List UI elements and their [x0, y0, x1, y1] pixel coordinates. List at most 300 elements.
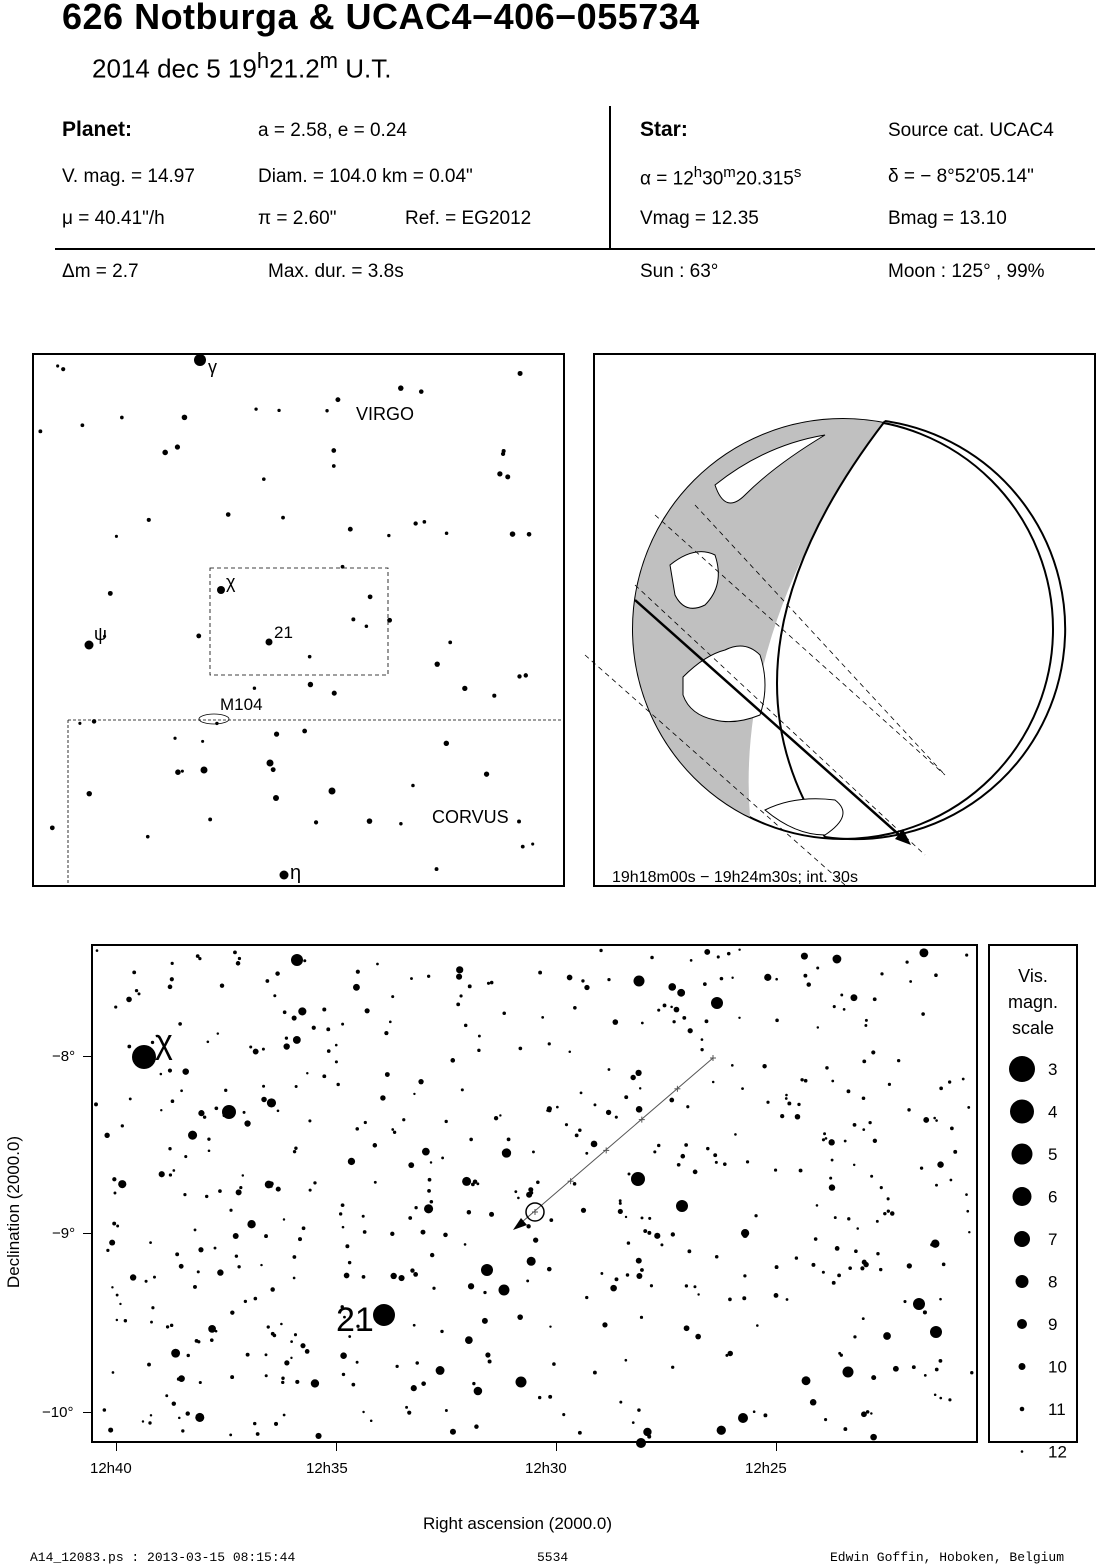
detail-star — [233, 950, 237, 954]
detail-star — [327, 1049, 331, 1053]
detail-star — [690, 959, 693, 962]
detail-star — [477, 1049, 480, 1052]
finder-chart — [32, 353, 565, 887]
star-bmag: Bmag = 13.10 — [888, 208, 1007, 229]
detail-star — [637, 1408, 640, 1411]
detail-star — [935, 1368, 939, 1372]
scale-dots — [1009, 1056, 1035, 1453]
detail-star — [833, 1005, 836, 1008]
detail-star — [215, 1330, 218, 1333]
detail-star — [236, 1189, 242, 1195]
scale-label-mag-6: 6 — [1048, 1187, 1058, 1207]
detail-star — [567, 975, 573, 981]
finder-star — [217, 586, 225, 594]
detail-star — [703, 982, 707, 986]
eta-label: η — [290, 862, 302, 884]
finder-star — [273, 795, 279, 801]
detail-star — [166, 1325, 169, 1328]
scale-label-mag-5: 5 — [1048, 1145, 1058, 1164]
detail-star — [625, 1359, 628, 1362]
detail-star — [924, 1374, 927, 1377]
detail-star — [627, 1241, 630, 1244]
detail-star — [919, 948, 928, 957]
finder-star — [331, 448, 336, 453]
detail-star — [171, 1099, 175, 1103]
detail-star — [235, 1254, 238, 1257]
detail-star — [968, 1231, 970, 1233]
detail-star — [625, 1216, 627, 1218]
detail-star — [844, 1140, 847, 1143]
detail-star — [636, 1106, 643, 1113]
finder-star — [423, 520, 427, 524]
finder-star — [413, 521, 417, 525]
detail-star — [427, 975, 430, 978]
detail-star — [481, 1264, 493, 1276]
y-axis-label: Declination (2000.0) — [4, 1135, 23, 1289]
detail-star — [863, 1262, 868, 1267]
scale-label-mag-12: 12 — [1048, 1442, 1067, 1462]
finder-star — [175, 769, 181, 775]
detail-star — [880, 1186, 883, 1189]
detail-star — [247, 1220, 255, 1228]
ra-h-sup: h — [693, 164, 703, 181]
detail-star — [876, 1220, 879, 1223]
finder-star — [531, 842, 534, 845]
scale-dot-mag-7 — [1014, 1231, 1030, 1247]
detail-star — [291, 954, 303, 966]
detail-star — [478, 1035, 481, 1038]
planet-label: Planet: — [62, 118, 133, 141]
detail-star — [281, 1377, 284, 1380]
detail-star — [762, 1064, 766, 1068]
detail-star — [680, 990, 682, 992]
detail-star — [274, 1422, 278, 1426]
detail-star — [170, 977, 174, 981]
page-title: 626 Notburga & UCAC4−406−055734 — [62, 0, 700, 37]
detail-star — [148, 1421, 151, 1424]
detail-star — [488, 1360, 492, 1364]
xtick-mark-3 — [556, 1443, 557, 1451]
detail-star — [179, 1264, 184, 1269]
detail-star — [294, 1147, 297, 1150]
detail-star — [489, 1212, 494, 1217]
star-label: Star: — [640, 118, 688, 141]
detail-star — [456, 974, 462, 980]
detail-star — [137, 992, 140, 995]
detail-star — [950, 1126, 954, 1130]
detail-star — [864, 1024, 867, 1027]
m104-label: M104 — [220, 695, 263, 714]
detail-star — [322, 1007, 326, 1011]
detail-star — [643, 1428, 651, 1436]
detail-star — [853, 1123, 857, 1127]
detail-star — [502, 1148, 511, 1157]
detail-star — [285, 1037, 288, 1040]
detail-star — [965, 954, 968, 957]
detail-star — [530, 1191, 533, 1194]
detail-star — [265, 1353, 268, 1356]
detail-star — [494, 1116, 498, 1120]
footer-number: 5534 — [537, 1550, 569, 1565]
detail-star — [663, 1004, 667, 1008]
detail-star — [214, 1106, 218, 1110]
star-ra — [640, 164, 801, 190]
detail-star — [276, 1187, 281, 1192]
detail-star — [217, 1032, 219, 1034]
detail-star — [302, 1226, 306, 1230]
finder-star — [262, 477, 266, 481]
detail-star — [253, 1049, 259, 1055]
detail-star — [585, 1296, 588, 1299]
ra-s-sup: s — [793, 164, 802, 181]
detail-star — [801, 953, 808, 960]
ut-text: U.T. — [338, 53, 392, 84]
finder-star — [181, 770, 184, 773]
scale-dot-mag-9 — [1017, 1319, 1027, 1329]
detail-star — [935, 1119, 938, 1122]
detail-star — [862, 1128, 865, 1131]
date-text: 2014 dec 5 19 — [92, 53, 257, 84]
detail-star — [344, 1273, 350, 1279]
detail-star — [738, 1017, 740, 1019]
detail-star — [450, 1058, 455, 1063]
detail-star — [150, 1321, 153, 1324]
finder-star — [510, 531, 516, 537]
detail-star — [363, 1230, 367, 1234]
detail-star — [873, 1139, 877, 1143]
finder-star — [505, 474, 510, 479]
detail-star — [127, 1045, 131, 1049]
detail-star — [269, 1184, 272, 1187]
detail-star — [738, 1413, 748, 1423]
finder-star — [484, 772, 489, 777]
scale-label-mag-7: 7 — [1048, 1230, 1058, 1249]
detail-star — [281, 1381, 284, 1384]
detail-star — [345, 1244, 349, 1248]
scale-dot-mag-3 — [1009, 1056, 1035, 1082]
detail-star — [159, 1171, 165, 1177]
detail-star — [843, 1427, 847, 1431]
detail-star — [715, 1255, 719, 1259]
detail-star — [607, 978, 610, 981]
finder-star — [411, 784, 415, 788]
detail-star — [948, 1080, 951, 1083]
detail-star — [742, 1296, 746, 1300]
star-source: Source cat. UCAC4 — [888, 120, 1054, 141]
detail-star — [738, 948, 740, 950]
detail-star — [373, 1143, 378, 1148]
planet-parallax: π = 2.60" — [258, 208, 337, 229]
detail-star — [548, 1042, 551, 1045]
detail-star — [171, 1349, 180, 1358]
m104-galaxy — [199, 714, 229, 724]
detail-star — [109, 1240, 115, 1246]
detail-star — [165, 1394, 168, 1397]
detail-star — [145, 1280, 148, 1283]
star21-chart-label: 21 — [336, 1301, 374, 1339]
detail-star — [376, 963, 379, 966]
detail-star — [965, 1193, 968, 1196]
ytick-mark-3 — [83, 1412, 91, 1413]
detail-star — [835, 1246, 840, 1251]
detail-star — [180, 1089, 183, 1092]
detail-star — [362, 1215, 365, 1218]
detail-star — [430, 1253, 434, 1257]
detail-star — [641, 1022, 644, 1025]
detail-star — [398, 1275, 404, 1281]
detail-star — [129, 1097, 132, 1100]
detail-star — [430, 1161, 432, 1163]
detail-star — [410, 977, 413, 980]
finder-star — [226, 512, 231, 517]
finder-star — [365, 625, 369, 629]
detail-star — [178, 1022, 182, 1026]
detail-star — [549, 1218, 553, 1222]
xtick-mark-4 — [776, 1443, 777, 1451]
detail-star — [829, 1184, 835, 1190]
detail-star — [912, 1365, 916, 1369]
detail-star — [838, 1352, 841, 1355]
detail-star — [552, 1362, 556, 1366]
detail-star — [499, 1114, 501, 1116]
scale-labels — [1048, 1060, 1067, 1462]
detail-star — [650, 956, 654, 960]
detail-star — [183, 1193, 186, 1196]
detail-star — [408, 1216, 412, 1220]
detail-star — [172, 1169, 175, 1172]
detail-star — [575, 1133, 579, 1137]
detail-star — [731, 1064, 734, 1067]
detail-star — [518, 1047, 522, 1051]
detail-star — [229, 1433, 232, 1436]
detail-star — [802, 1376, 811, 1385]
detail-star — [341, 1023, 344, 1026]
detail-star — [306, 1072, 308, 1074]
detail-star — [741, 1087, 744, 1090]
detail-star — [647, 1231, 651, 1235]
finder-star — [351, 617, 355, 621]
finder-star — [266, 639, 273, 646]
detail-star — [517, 1197, 520, 1200]
detail-star — [584, 985, 589, 990]
scale-dot-mag-8 — [1016, 1275, 1029, 1288]
detail-star — [362, 1275, 366, 1279]
detail-star — [441, 1157, 444, 1160]
detail-star — [265, 979, 269, 983]
ra-min: 30 — [702, 168, 724, 190]
detail-star — [728, 1298, 732, 1302]
finder-star — [435, 661, 440, 666]
detail-star — [262, 1048, 265, 1051]
detail-star — [440, 1330, 443, 1333]
detail-star — [290, 1340, 293, 1343]
detail-star — [244, 1120, 250, 1126]
detail-star — [230, 1310, 234, 1314]
star21-label: 21 — [274, 623, 293, 642]
detail-star — [905, 961, 908, 964]
detail-star — [256, 1432, 260, 1436]
minute-sup: m — [319, 48, 338, 73]
detail-star — [421, 1230, 426, 1235]
finder-star — [448, 640, 452, 644]
detail-star — [753, 1410, 756, 1413]
detail-star — [390, 1273, 396, 1279]
finder-star — [419, 389, 424, 394]
detail-star — [800, 1078, 803, 1081]
detail-star — [249, 1046, 252, 1049]
finder-star — [302, 729, 307, 734]
detail-star — [660, 1243, 663, 1246]
detail-star — [640, 1268, 644, 1272]
detail-star — [244, 1300, 247, 1303]
detail-star — [862, 1096, 866, 1100]
detail-star — [246, 1353, 250, 1357]
detail-star — [514, 1190, 517, 1193]
detail-star — [654, 1233, 660, 1239]
ra-m-sup: m — [723, 164, 736, 181]
detail-star — [415, 1361, 418, 1364]
moon-elongation: Moon : 125° , 99% — [888, 261, 1045, 282]
detail-star — [883, 1332, 891, 1340]
detail-star — [775, 1019, 779, 1023]
detail-star — [636, 1273, 642, 1279]
finder-star — [435, 867, 439, 871]
detail-star — [172, 1401, 176, 1405]
finder-star — [175, 444, 180, 449]
detail-star — [618, 1209, 623, 1214]
detail-star — [934, 1393, 937, 1396]
detail-star — [848, 1266, 852, 1270]
detail-star — [743, 1274, 746, 1277]
finder-star — [348, 527, 353, 532]
detail-star — [482, 1318, 488, 1324]
detail-star — [432, 1287, 435, 1290]
detail-star — [293, 1036, 301, 1044]
finder-star — [308, 682, 313, 687]
detail-star — [483, 1291, 486, 1294]
footer-file: A14_12083.ps : 2013-03-15 08:15:44 — [30, 1550, 296, 1565]
detail-star — [619, 1202, 622, 1205]
header-divider — [609, 106, 611, 248]
detail-star — [499, 1285, 510, 1296]
detail-star — [706, 1147, 709, 1150]
detail-star — [847, 1089, 851, 1093]
detail-star — [116, 1294, 119, 1297]
detail-star — [837, 1274, 841, 1278]
finder-star — [387, 534, 390, 537]
detail-star — [194, 1229, 197, 1232]
detail-star — [311, 1379, 319, 1387]
detail-star — [853, 1335, 856, 1338]
detail-star — [619, 1199, 622, 1202]
detail-star — [828, 1139, 834, 1145]
detail-star — [871, 1050, 875, 1054]
finder-star — [527, 532, 532, 537]
detail-star — [671, 1366, 674, 1369]
virgo-label: VIRGO — [356, 404, 415, 424]
detail-star — [883, 1212, 886, 1215]
detail-star — [966, 1210, 969, 1213]
detail-star — [648, 1217, 651, 1220]
detail-star — [811, 1263, 815, 1267]
scale-dot-mag-4 — [1010, 1100, 1034, 1124]
detail-star — [962, 1078, 965, 1081]
finder-star — [50, 825, 55, 830]
finder-star — [254, 408, 257, 411]
finder-star — [332, 464, 336, 468]
finder-star — [398, 385, 404, 391]
detail-star — [853, 1164, 855, 1166]
delta-mag: Δm = 2.7 — [62, 261, 139, 282]
detail-star — [103, 1408, 107, 1412]
detail-star — [780, 1114, 784, 1118]
planet-orbit: a = 2.58, e = 0.24 — [258, 120, 407, 141]
detail-star — [807, 982, 811, 986]
detail-star — [290, 1357, 292, 1359]
detail-star — [468, 1283, 474, 1289]
detail-star — [685, 1284, 688, 1287]
detailed-chart — [91, 944, 978, 1443]
detail-star — [243, 1111, 246, 1114]
detail-star — [490, 981, 494, 985]
detail-star — [374, 1181, 377, 1184]
detail-star — [502, 1011, 506, 1015]
detail-star — [939, 1298, 942, 1301]
detail-star — [142, 1420, 144, 1422]
detail-star — [171, 962, 174, 965]
finder-star — [81, 423, 85, 427]
detail-star — [701, 1038, 704, 1041]
detail-star — [391, 1128, 394, 1131]
detail-star — [186, 1411, 190, 1415]
xtick-1: 12h40 — [90, 1460, 132, 1477]
detail-star — [639, 1087, 641, 1089]
detail-star — [923, 1310, 927, 1314]
detail-star — [187, 1354, 190, 1357]
detail-star — [283, 1043, 289, 1049]
finder-star — [521, 845, 525, 849]
detail-star — [169, 1173, 172, 1176]
scale-label-mag-8: 8 — [1048, 1272, 1058, 1292]
detail-star — [210, 1338, 214, 1342]
finder-star — [120, 416, 124, 420]
scale-title-3: scale — [1011, 1018, 1055, 1038]
detail-star — [712, 1081, 715, 1084]
detail-star — [907, 1108, 910, 1111]
detail-star — [402, 1118, 405, 1121]
detail-star — [262, 1085, 265, 1088]
detail-star — [118, 1180, 126, 1188]
detail-star — [208, 1149, 211, 1152]
finder-star — [524, 673, 528, 677]
detail-star — [831, 1159, 834, 1162]
finder-star — [329, 788, 336, 795]
detail-star — [188, 1131, 197, 1140]
detail-star — [615, 1277, 619, 1281]
finder-star — [38, 429, 42, 433]
detail-star — [600, 1272, 603, 1275]
gamma-label: γ — [208, 357, 217, 377]
planet-motion: μ = 40.41"/h — [62, 208, 165, 229]
detail-star — [594, 1103, 597, 1106]
detail-star — [682, 1016, 686, 1020]
detail-star — [407, 1411, 411, 1415]
detail-star — [715, 1161, 718, 1164]
detail-star — [831, 1080, 834, 1083]
finder-star — [280, 871, 289, 880]
detail-star — [822, 1138, 825, 1141]
detail-star — [459, 994, 462, 997]
